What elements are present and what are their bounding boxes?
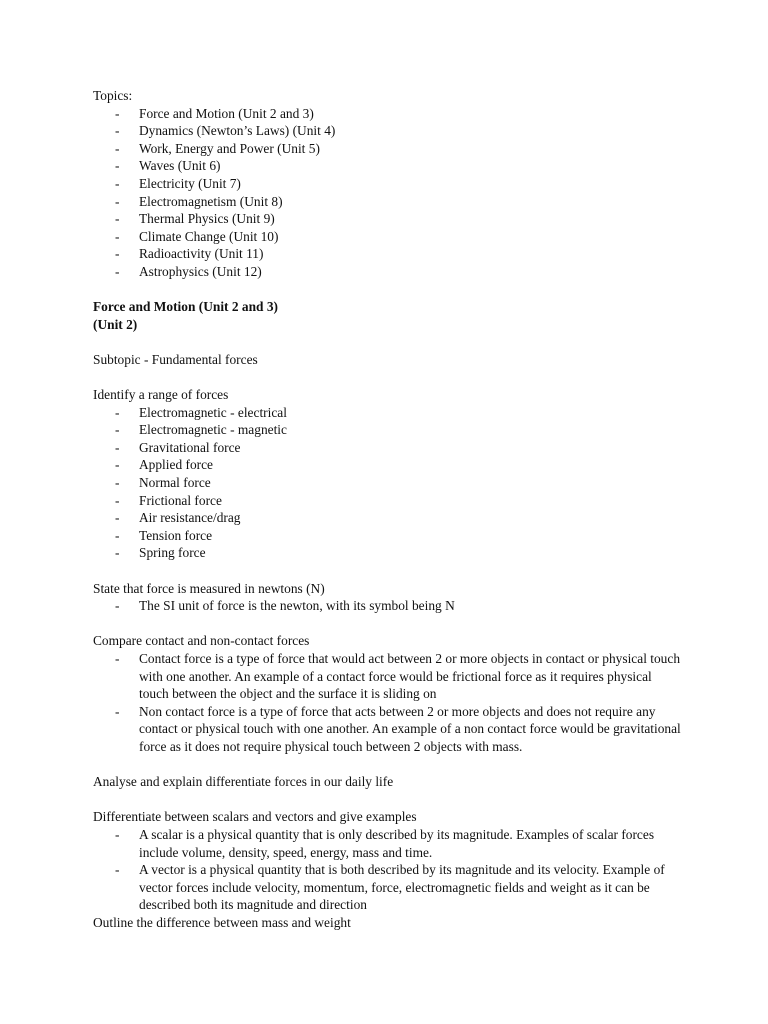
dash-bullet: - [115, 228, 120, 244]
newtons-list [93, 597, 683, 615]
list-item [93, 527, 683, 545]
scalars-list [93, 826, 683, 914]
list-item [93, 105, 683, 123]
list-item-text: Frictional force [139, 492, 222, 508]
dash-bullet: - [115, 492, 120, 508]
dash-bullet: - [115, 457, 120, 473]
list-item-text: Radioactivity (Unit 11) [139, 246, 264, 262]
spacer [93, 369, 683, 387]
list-item-text: Spring force [139, 545, 206, 561]
list-item [93, 140, 683, 158]
topics-heading: Topics: [93, 88, 133, 103]
list-item [93, 122, 683, 140]
list-item [93, 193, 683, 211]
list-item-text: Electromagnetic - magnetic [139, 422, 287, 438]
list-item [93, 175, 683, 193]
topics-list [93, 105, 683, 281]
list-item [93, 421, 683, 439]
list-item-text: Normal force [139, 475, 211, 491]
forces-list [93, 404, 683, 562]
list-item-text: Thermal Physics (Unit 9) [139, 211, 275, 227]
list-item [93, 404, 683, 422]
newtons-heading: State that force is measured in newtons (N) [93, 580, 325, 596]
dash-bullet: - [115, 651, 120, 666]
dash-bullet: - [115, 826, 120, 842]
dash-bullet: - [115, 404, 120, 420]
list-item-text: A scalar is a physical quantity that is only described by its magnitude. Examples of scalar forces include volume, density, speed, energy, mass and time. [139, 826, 655, 860]
dash-bullet: - [115, 439, 120, 455]
list-item-text: Non contact force is a type of force that acts between 2 or more objects and does not require any contact or physical touch with one another. An example of a non contact force would be gravitational force as it does not require physical touch between 2 objects with mass. [139, 703, 681, 754]
list-item [93, 492, 683, 510]
list-item-text: Force and Motion (Unit 2 and 3) [139, 105, 314, 121]
list-item-text: Applied force [139, 457, 213, 473]
spacer [93, 281, 683, 299]
list-item [93, 439, 683, 457]
list-item-text: Gravitational force [139, 439, 241, 455]
list-item [93, 210, 683, 228]
list-item [93, 544, 683, 562]
list-item-text: Tension force [139, 527, 213, 543]
list-item-text: Astrophysics (Unit 12) [139, 263, 262, 279]
list-item-text: Waves (Unit 6) [139, 158, 221, 174]
analyse-heading: Analyse and explain differentiate forces in our daily life [93, 774, 394, 790]
list-item-text: A vector is a physical quantity that is both described by its magnitude and its velocity. Example of vector forces include velocity, momentum, force, electromagnetic fields and weight as it can be described both its magnitude and direction [139, 862, 665, 913]
dash-bullet: - [115, 105, 120, 121]
dash-bullet: - [115, 598, 120, 614]
spacer [93, 791, 683, 809]
list-item [93, 263, 683, 281]
contact-heading: Compare contact and non-contact forces [93, 633, 310, 649]
spacer [93, 615, 683, 633]
dash-bullet: - [115, 510, 120, 526]
dash-bullet: - [115, 123, 120, 139]
identify-heading: Identify a range of forces [93, 387, 229, 403]
scalars-heading: Differentiate between scalars and vectors and give examples [93, 809, 417, 825]
list-item [93, 456, 683, 474]
dash-bullet: - [115, 862, 120, 878]
list-item [93, 650, 683, 703]
list-item-text: Electromagnetic - electrical [139, 404, 287, 420]
list-item-text: Air resistance/drag [139, 510, 241, 526]
spacer [93, 562, 683, 580]
list-item-text: The SI unit of force is the newton, with its symbol being N [139, 598, 455, 614]
list-item-text: Dynamics (Newton’s Laws) (Unit 4) [139, 123, 336, 139]
dash-bullet: - [115, 475, 120, 491]
outline-heading: Outline the difference between mass and weight [93, 914, 351, 930]
list-item-text: Electromagnetism (Unit 8) [139, 193, 283, 209]
list-item [93, 245, 683, 263]
list-item [93, 157, 683, 175]
dash-bullet: - [115, 175, 120, 191]
list-item [93, 597, 683, 615]
list-item [93, 826, 683, 861]
section-unit: (Unit 2) [93, 316, 138, 332]
contact-list [93, 650, 683, 756]
list-item-text: Contact force is a type of force that would act between 2 or more objects in contact or physical touch with one another. An example of a contact force would be frictional force as it requires physical touch between the object and the surface it is sliding on [139, 651, 681, 702]
list-item-text: Electricity (Unit 7) [139, 175, 241, 191]
dash-bullet: - [115, 263, 120, 279]
dash-bullet: - [115, 246, 120, 262]
dash-bullet: - [115, 193, 120, 209]
list-item [93, 228, 683, 246]
spacer [93, 333, 683, 351]
dash-bullet: - [115, 211, 120, 227]
dash-bullet: - [115, 703, 120, 719]
list-item-text: Work, Energy and Power (Unit 5) [139, 140, 320, 156]
list-item [93, 703, 683, 756]
list-item [93, 509, 683, 527]
dash-bullet: - [115, 527, 120, 543]
document-page [93, 87, 683, 932]
subtopic-heading: Subtopic - Fundamental forces [93, 351, 258, 367]
section-title: Force and Motion (Unit 2 and 3) [93, 299, 278, 315]
dash-bullet: - [115, 140, 120, 156]
dash-bullet: - [115, 422, 120, 438]
list-item [93, 861, 683, 914]
dash-bullet: - [115, 158, 120, 174]
dash-bullet: - [115, 545, 120, 561]
list-item-text: Climate Change (Unit 10) [139, 228, 279, 244]
spacer [93, 756, 683, 774]
list-item [93, 474, 683, 492]
